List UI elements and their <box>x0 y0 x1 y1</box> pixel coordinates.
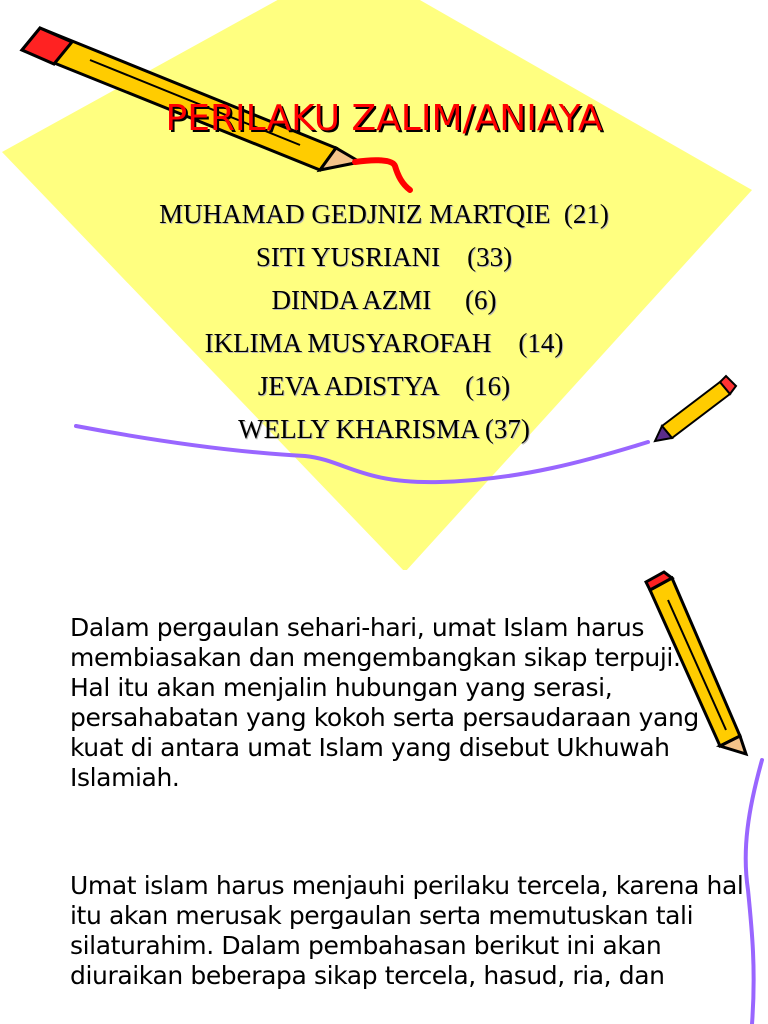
body-paragraph: Umat islam harus menjauhi perilaku tercela, karena hal itu akan merusak pergaulan serta memutuskan tali silaturahim. Dalam pembahasan berikut ini akan diuraikan beberapa sikap tercela, hasud, ria, dan <box>70 871 744 990</box>
member-item: WELLY KHARISMA (37) <box>238 414 530 444</box>
member-item: IKLIMA MUSYAROFAH (14) <box>204 328 564 358</box>
member-item: JEVA ADISTYA (16) <box>257 371 511 401</box>
member-item: MUHAMAD GEDJNIZ MARTQIE (21) <box>159 199 609 229</box>
member-item: SITI YUSRIANI (33) <box>255 242 513 272</box>
slide-title: PERILAKU ZALIM/ANIAYA <box>165 98 603 139</box>
member-item: DINDA AZMI (6) <box>271 285 497 315</box>
content-slide <box>0 570 768 1024</box>
body-paragraph: Dalam pergaulan sehari-hari, umat Islam harus membiasakan dan mengembangkan sikap terpuji. Hal itu akan menjalin hubungan yang serasi, persahabatan yang kokoh serta persaudaraan yang kuat di antara umat Islam yang disebut Ukhuwah Islamiah. <box>70 613 699 792</box>
member-list <box>0 193 768 451</box>
